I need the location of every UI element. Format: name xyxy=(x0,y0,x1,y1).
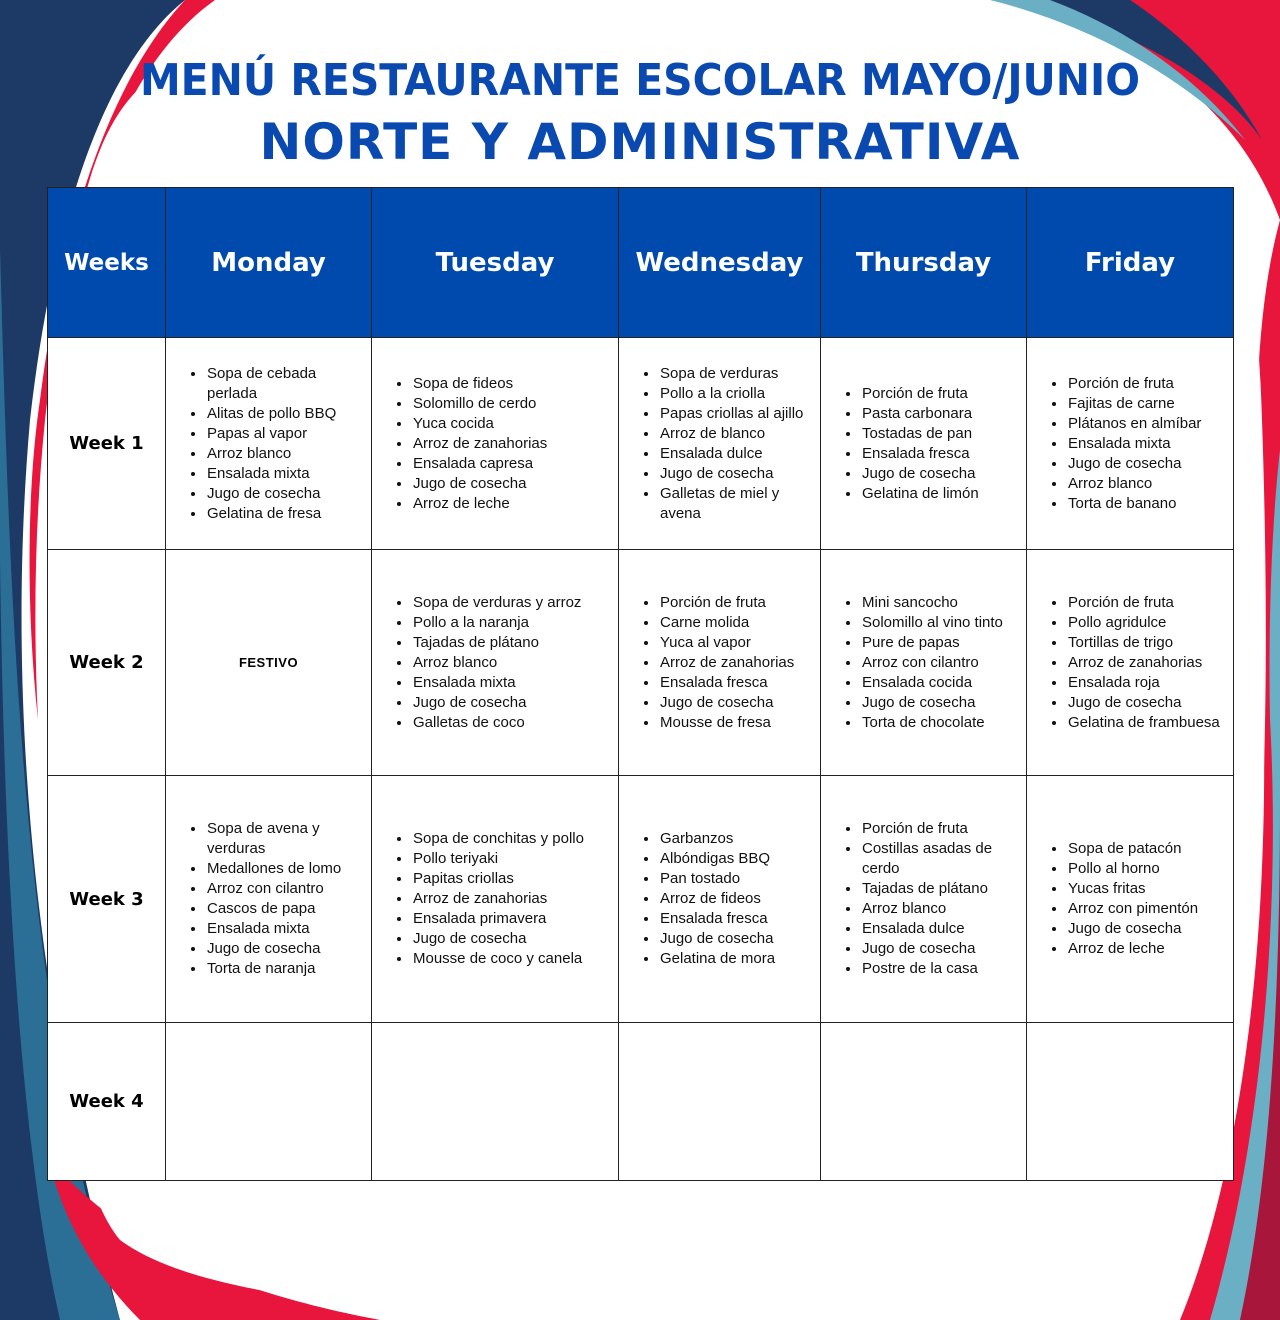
menu-cell xyxy=(1027,1023,1234,1181)
menu-cell xyxy=(619,550,821,776)
menu-list xyxy=(1027,593,1227,733)
menu-item: • Arroz de zanahorias xyxy=(412,889,612,909)
menu-list xyxy=(821,384,1020,504)
menu-item: • Arroz de fideos xyxy=(659,889,814,909)
menu-cell xyxy=(821,776,1027,1023)
menu-item: • Tostadas de pan xyxy=(861,424,1020,444)
menu-item: • Solomillo de cerdo xyxy=(412,394,612,414)
menu-item: • Postre de la casa xyxy=(861,959,1020,979)
menu-item: • Ensalada dulce xyxy=(659,444,814,464)
menu-item: • Tajadas de plátano xyxy=(861,879,1020,899)
menu-item: • Pollo agridulce xyxy=(1067,613,1227,633)
menu-list xyxy=(619,364,814,524)
menu-item: • Cascos de papa xyxy=(206,899,365,919)
menu-item: • Jugo de cosecha xyxy=(206,484,365,504)
menu-item: • Porción de fruta xyxy=(1067,593,1227,613)
menu-item: • Arroz con cilantro xyxy=(861,653,1020,673)
menu-cell xyxy=(166,1023,372,1181)
menu-item: • Gelatina de mora xyxy=(659,949,814,969)
menu-item: • Papas criollas al ajillo xyxy=(659,404,814,424)
menu-item: • Ensalada fresca xyxy=(861,444,1020,464)
menu-item: • Fajitas de carne xyxy=(1067,394,1227,414)
menu-list xyxy=(1027,374,1227,514)
menu-item: • Ensalada mixta xyxy=(412,673,612,693)
menu-item: • Ensalada mixta xyxy=(206,464,365,484)
menu-item: • Pan tostado xyxy=(659,869,814,889)
menu-item: • Pure de papas xyxy=(861,633,1020,653)
menu-item: • Yuca cocida xyxy=(412,414,612,434)
menu-item: • Ensalada primavera xyxy=(412,909,612,929)
menu-cell xyxy=(372,776,619,1023)
menu-item: • Pollo a la criolla xyxy=(659,384,814,404)
menu-cell xyxy=(372,550,619,776)
day-header-wednesday: Wednesday xyxy=(619,188,821,338)
menu-cell xyxy=(372,1023,619,1181)
day-header-friday: Friday xyxy=(1027,188,1234,338)
menu-list xyxy=(821,593,1020,733)
menu-item: • Jugo de cosecha xyxy=(412,474,612,494)
menu-item: • Torta de chocolate xyxy=(861,713,1020,733)
menu-item: • Ensalada roja xyxy=(1067,673,1227,693)
menu-cell xyxy=(821,1023,1027,1181)
week-label: Week 1 xyxy=(48,338,166,550)
menu-item: • Jugo de cosecha xyxy=(659,929,814,949)
menu-item: • Jugo de cosecha xyxy=(659,464,814,484)
menu-cell xyxy=(619,338,821,550)
menu-item: • Tortillas de trigo xyxy=(1067,633,1227,653)
menu-cell xyxy=(166,338,372,550)
day-header-thursday: Thursday xyxy=(821,188,1027,338)
menu-cell xyxy=(821,338,1027,550)
menu-item: • Arroz blanco xyxy=(206,444,365,464)
menu-item: • Papas al vapor xyxy=(206,424,365,444)
week-row-3 xyxy=(48,776,1234,1023)
menu-item: • Papitas criollas xyxy=(412,869,612,889)
menu-item: • Arroz de zanahorias xyxy=(412,434,612,454)
weeks-header: Weeks xyxy=(48,188,166,338)
menu-item: • Mini sancocho xyxy=(861,593,1020,613)
week-row-1 xyxy=(48,338,1234,550)
menu-item: • Tajadas de plátano xyxy=(412,633,612,653)
menu-list xyxy=(1027,839,1227,959)
day-header-tuesday: Tuesday xyxy=(372,188,619,338)
menu-item: • Yucas fritas xyxy=(1067,879,1227,899)
menu-item: • Garbanzos xyxy=(659,829,814,849)
menu-item: • Sopa de conchitas y pollo xyxy=(412,829,612,849)
menu-table xyxy=(47,187,1234,1181)
menu-item: • Pollo al horno xyxy=(1067,859,1227,879)
menu-item: • Arroz blanco xyxy=(861,899,1020,919)
menu-item: • Pasta carbonara xyxy=(861,404,1020,424)
menu-item: • Plátanos en almíbar xyxy=(1067,414,1227,434)
menu-item: • Arroz con pimentón xyxy=(1067,899,1227,919)
menu-item: • Arroz de leche xyxy=(412,494,612,514)
menu-item: • Sopa de cebada perlada xyxy=(206,364,365,404)
menu-item: • Jugo de cosecha xyxy=(1067,919,1227,939)
menu-item: • Jugo de cosecha xyxy=(412,929,612,949)
week-row-2 xyxy=(48,550,1234,776)
menu-list xyxy=(372,593,612,733)
menu-item: • Arroz con cilantro xyxy=(206,879,365,899)
menu-item: • Albóndigas BBQ xyxy=(659,849,814,869)
menu-item: • Ensalada cocida xyxy=(861,673,1020,693)
header-row xyxy=(48,188,1234,338)
week-label: Week 3 xyxy=(48,776,166,1023)
menu-item: • Porción de fruta xyxy=(659,593,814,613)
day-header-monday: Monday xyxy=(166,188,372,338)
menu-list xyxy=(166,364,365,524)
menu-list xyxy=(372,374,612,514)
week-label: Week 2 xyxy=(48,550,166,776)
menu-item: • Mousse de coco y canela xyxy=(412,949,612,969)
menu-cell xyxy=(1027,550,1234,776)
menu-item: • Ensalada dulce xyxy=(861,919,1020,939)
page-subtitle: NORTE Y ADMINISTRATIVA xyxy=(259,113,1021,171)
menu-item: • Gelatina de frambuesa xyxy=(1067,713,1227,733)
menu-item: • Medallones de lomo xyxy=(206,859,365,879)
page-title: MENÚ RESTAURANTE ESCOLAR MAYO/JUNIO xyxy=(139,55,1141,106)
menu-item: • Arroz de leche xyxy=(1067,939,1227,959)
menu-cell xyxy=(821,550,1027,776)
menu-item: • Porción de fruta xyxy=(861,384,1020,404)
menu-item: • Arroz blanco xyxy=(412,653,612,673)
menu-cell xyxy=(372,338,619,550)
menu-item: • Porción de fruta xyxy=(861,819,1020,839)
menu-item: • Sopa de verduras xyxy=(659,364,814,384)
menu-item: • Torta de banano xyxy=(1067,494,1227,514)
menu-item: • Arroz blanco xyxy=(1067,474,1227,494)
menu-item: • Jugo de cosecha xyxy=(206,939,365,959)
menu-item: • Yuca al vapor xyxy=(659,633,814,653)
menu-cell xyxy=(619,1023,821,1181)
menu-item: • Jugo de cosecha xyxy=(1067,454,1227,474)
menu-item: • Mousse de fresa xyxy=(659,713,814,733)
menu-item: • Gelatina de fresa xyxy=(206,504,365,524)
menu-item: • Arroz de zanahorias xyxy=(659,653,814,673)
menu-cell xyxy=(1027,338,1234,550)
menu-item: • Sopa de fideos xyxy=(412,374,612,394)
menu-item: • Jugo de cosecha xyxy=(412,693,612,713)
menu-cell xyxy=(166,776,372,1023)
menu-item: • Ensalada capresa xyxy=(412,454,612,474)
menu-item: • Sopa de verduras y arroz xyxy=(412,593,612,613)
menu-item: • Jugo de cosecha xyxy=(861,939,1020,959)
menu-item: • Solomillo al vino tinto xyxy=(861,613,1020,633)
holiday-label: FESTIVO xyxy=(166,550,372,776)
menu-list xyxy=(821,819,1020,979)
week-label: Week 4 xyxy=(48,1023,166,1181)
menu-item: • Ensalada fresca xyxy=(659,909,814,929)
menu-item: • Arroz de zanahorias xyxy=(1067,653,1227,673)
menu-item: • Costillas asadas de cerdo xyxy=(861,839,1020,879)
menu-item: • Carne molida xyxy=(659,613,814,633)
menu-item: • Gelatina de limón xyxy=(861,484,1020,504)
menu-item: • Pollo teriyaki xyxy=(412,849,612,869)
menu-item: • Alitas de pollo BBQ xyxy=(206,404,365,424)
menu-item: • Sopa de avena y verduras xyxy=(206,819,365,859)
menu-item: • Sopa de patacón xyxy=(1067,839,1227,859)
menu-item: • Ensalada mixta xyxy=(206,919,365,939)
menu-item: • Galletas de miel y avena xyxy=(659,484,814,524)
menu-item: • Torta de naranja xyxy=(206,959,365,979)
menu-item: • Ensalada fresca xyxy=(659,673,814,693)
header-titles xyxy=(0,50,1280,172)
menu-cell xyxy=(1027,776,1234,1023)
menu-item: • Ensalada mixta xyxy=(1067,434,1227,454)
menu-list xyxy=(166,819,365,979)
menu-item: • Jugo de cosecha xyxy=(659,693,814,713)
menu-item: • Jugo de cosecha xyxy=(861,464,1020,484)
menu-list xyxy=(619,829,814,969)
menu-item: • Pollo a la naranja xyxy=(412,613,612,633)
menu-list xyxy=(372,829,612,969)
menu-list xyxy=(619,593,814,733)
menu-item: • Arroz de blanco xyxy=(659,424,814,444)
menu-cell xyxy=(619,776,821,1023)
menu-item: • Jugo de cosecha xyxy=(861,693,1020,713)
menu-item: • Porción de fruta xyxy=(1067,374,1227,394)
week-row-4 xyxy=(48,1023,1234,1181)
menu-item: • Galletas de coco xyxy=(412,713,612,733)
menu-item: • Jugo de cosecha xyxy=(1067,693,1227,713)
